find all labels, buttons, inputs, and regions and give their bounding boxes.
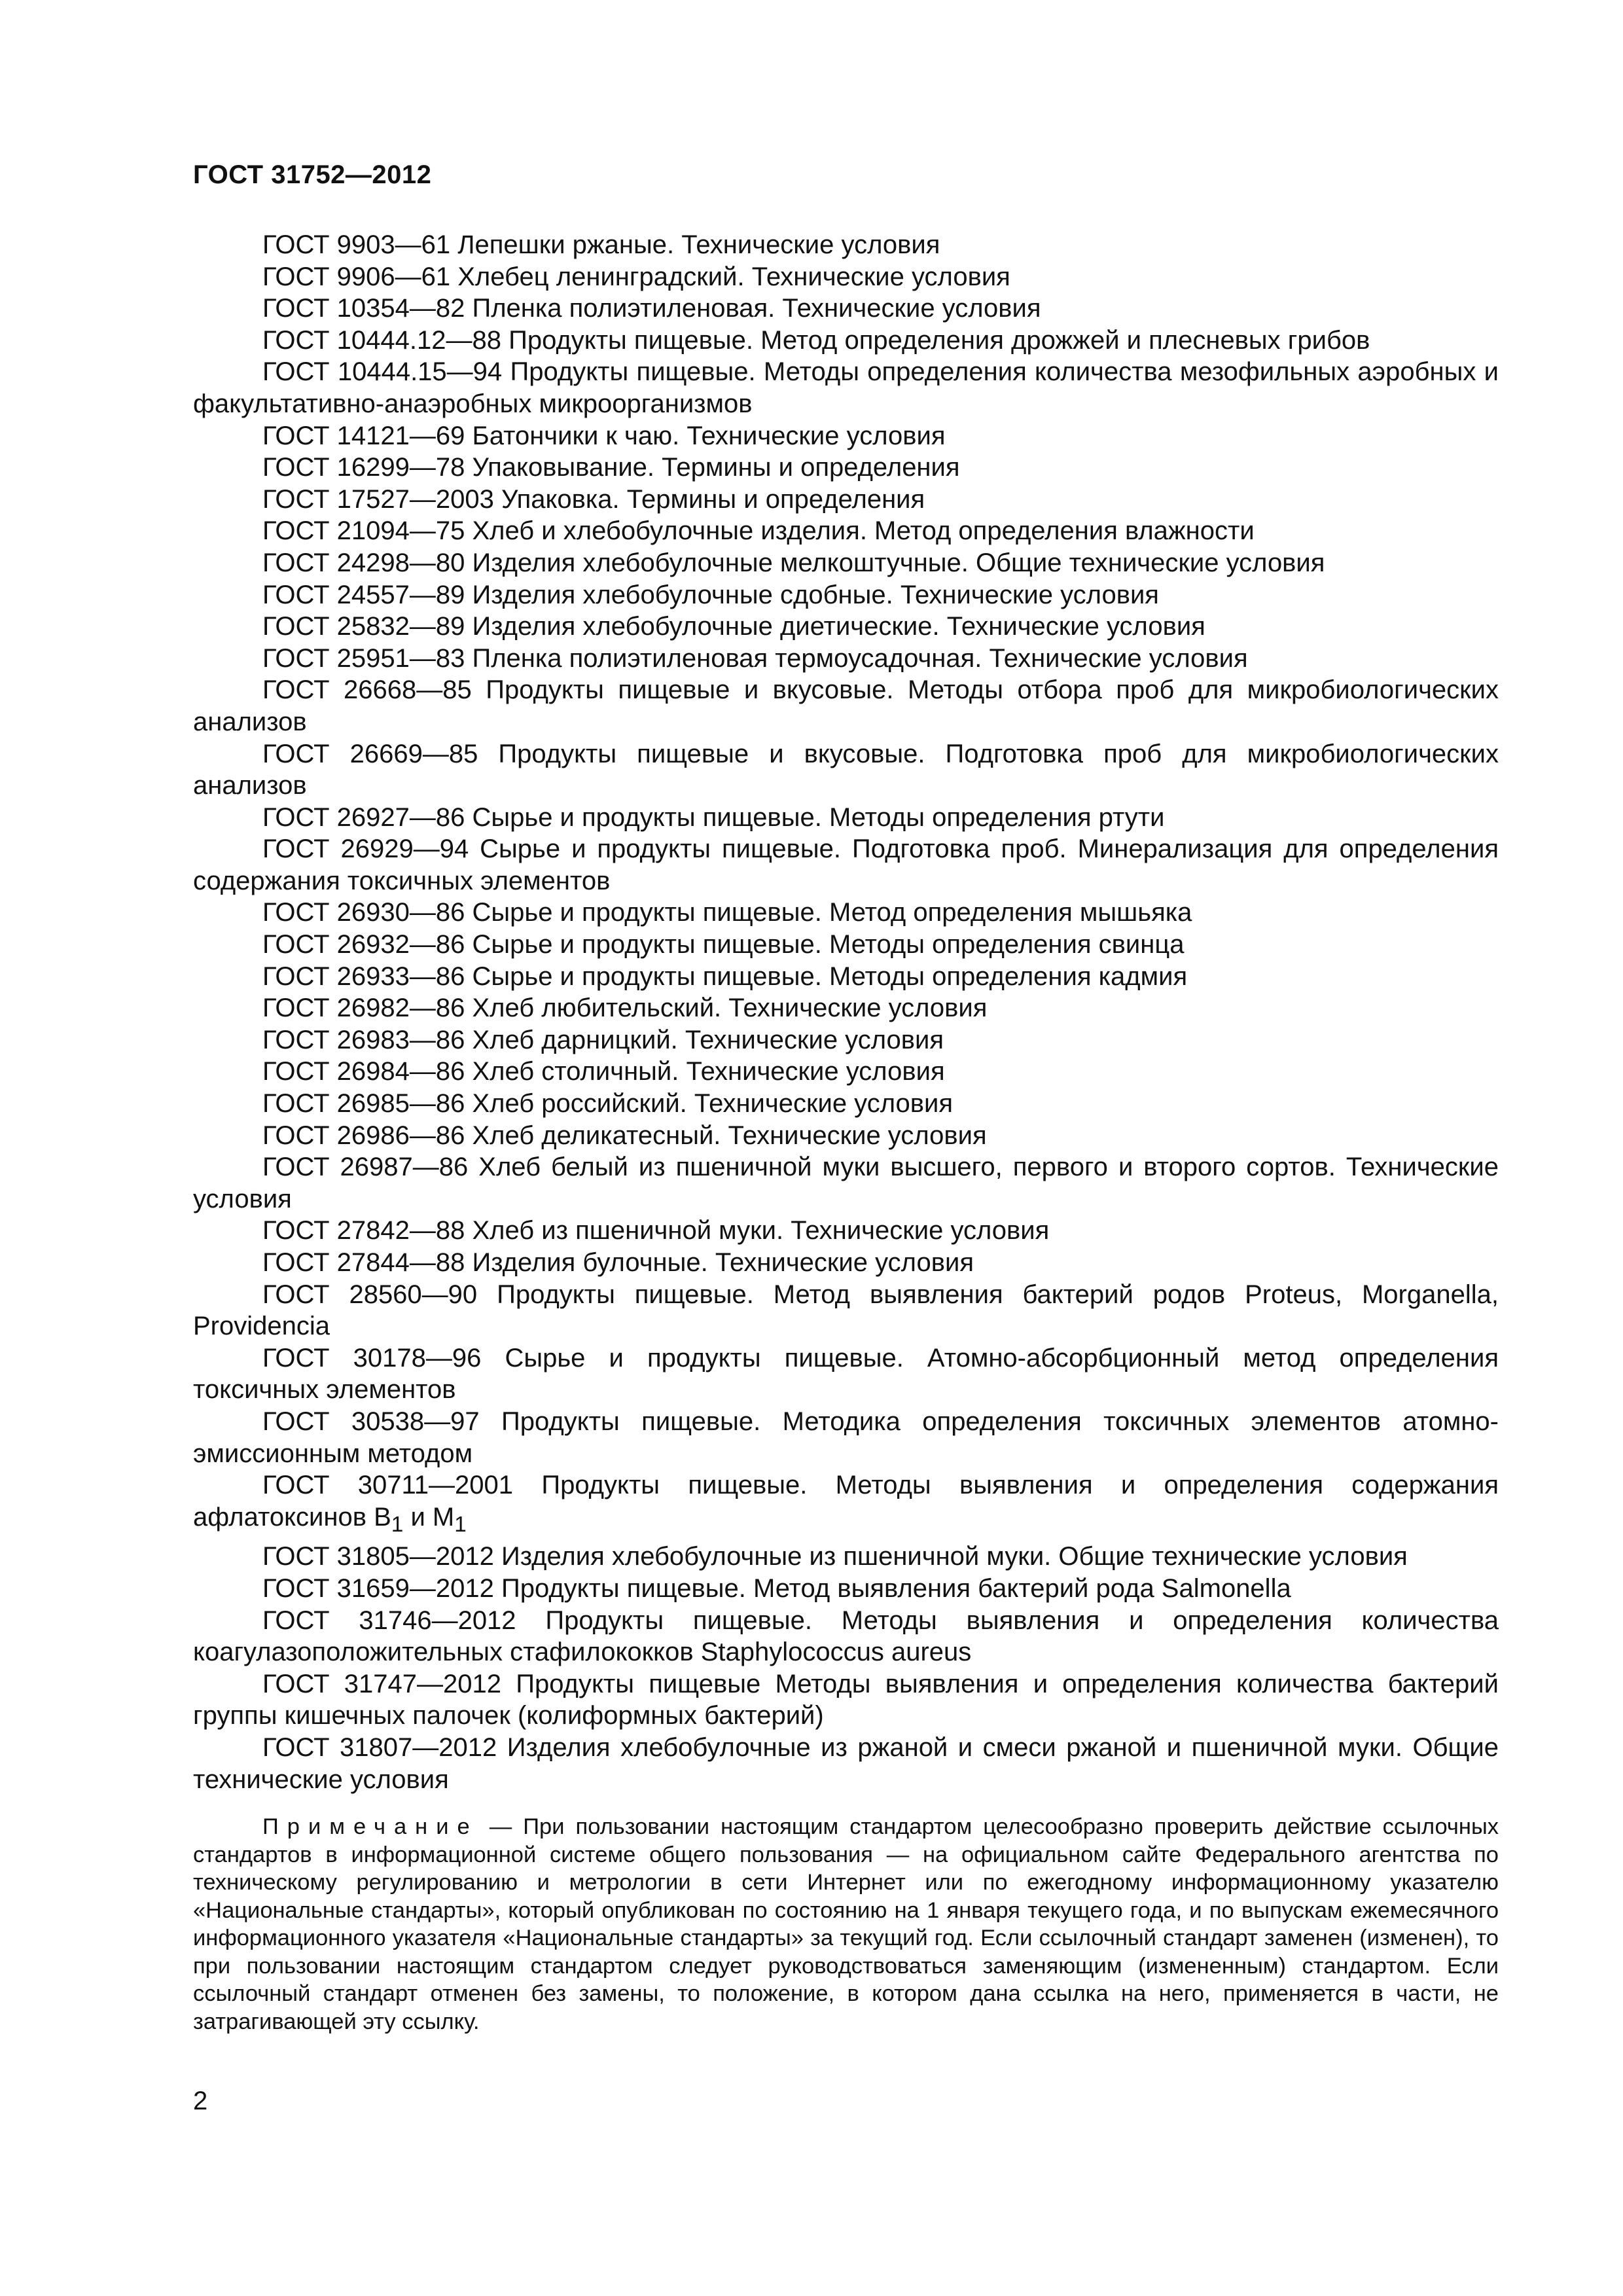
reference-item: ГОСТ 31805—2012 Изделия хлебобулочные из пшеничной муки. Общие технические условия — [262, 1542, 1408, 1571]
reference-item: ГОСТ 27842—88 Хлеб из пшеничной муки. Технические условия — [262, 1216, 1050, 1246]
note-label: Примечание — [262, 1814, 478, 1839]
reference-item: ГОСТ 26987—86 Хлеб белый из пшеничной муки высшего, первого и второго сортов. Технические условия — [193, 1153, 1499, 1213]
page-header: ГОСТ 31752—2012 — [193, 160, 432, 189]
reference-item: ГОСТ 26983—86 Хлеб дарницкий. Технические условия — [262, 1025, 944, 1054]
reference-item: ГОСТ 25951—83 Пленка полиэтиленовая термоусадочная. Технические условия — [262, 643, 1248, 673]
reference-text: ГОСТ 30711—2001 Продукты пищевые. Методы выявления и определения содержания афлатоксинов B — [193, 1471, 1499, 1532]
reference-item: ГОСТ 21094—75 Хлеб и хлебобулочные изделия. Метод определения влажности — [262, 516, 1255, 546]
reference-item: ГОСТ 30538—97 Продукты пищевые. Методика определения токсичных элементов атомно-эмиссионным методом — [193, 1407, 1499, 1468]
reference-text: и M — [403, 1502, 455, 1532]
reference-item: ГОСТ 9906—61 Хлебец ленинградский. Технические условия — [262, 262, 1010, 291]
reference-item: ГОСТ 26929—94 Сырье и продукты пищевые. Подготовка проб. Минерализация для определения содержания токсичных элементов — [193, 834, 1499, 895]
subscript: 1 — [391, 1512, 404, 1537]
reference-item-aflatoxin — [193, 1469, 1499, 1541]
reference-item: ГОСТ 24557—89 Изделия хлебобулочные сдобные. Технические условия — [262, 580, 1159, 609]
subscript: 1 — [454, 1512, 467, 1537]
reference-item: ГОСТ 26933—86 Сырье и продукты пищевые. Методы определения кадмия — [262, 961, 1188, 991]
page-number: 2 — [193, 2087, 208, 2115]
reference-item: ГОСТ 10444.15—94 Продукты пищевые. Методы определения количества мезофильных аэробных и факультативно-анаэробных микроорганизмов — [193, 357, 1499, 418]
reference-item: ГОСТ 26668—85 Продукты пищевые и вкусовые. Методы отбора проб для микробиологических анализов — [193, 675, 1499, 736]
reference-item: ГОСТ 9903—61 Лепешки ржаные. Технические условия — [262, 230, 940, 259]
reference-item: ГОСТ 10354—82 Пленка полиэтиленовая. Технические условия — [262, 294, 1041, 323]
reference-item: ГОСТ 31659—2012 Продукты пищевые. Метод выявления бактерий рода Salmonella — [262, 1573, 1291, 1603]
reference-item: ГОСТ 31807—2012 Изделия хлебобулочные из ржаной и смеси ржаной и пшеничной муки. Общие технические условия — [193, 1732, 1499, 1794]
reference-item: ГОСТ 26984—86 Хлеб столичный. Технические условия — [262, 1057, 945, 1086]
reference-item: ГОСТ 30178—96 Сырье и продукты пищевые. Атомно-абсорбционный метод определения токсичных элементов — [193, 1343, 1499, 1405]
reference-item: ГОСТ 26985—86 Хлеб российский. Технические условия — [262, 1089, 954, 1119]
reference-item: ГОСТ 31746—2012 Продукты пищевые. Методы выявления и определения количества коагулазоположительных стафилококков Staphylococcus aureus — [193, 1605, 1499, 1667]
reference-item: ГОСТ 26930—86 Сырье и продукты пищевые. Метод определения мышьяка — [262, 898, 1192, 927]
reference-item: ГОСТ 26932—86 Сырье и продукты пищевые. Методы определения свинца — [262, 930, 1185, 960]
reference-item: ГОСТ 17527—2003 Упаковка. Термины и определения — [262, 484, 925, 514]
reference-item: ГОСТ 14121—69 Батончики к чаю. Технические условия — [262, 421, 946, 450]
note-paragraph — [193, 1813, 1499, 2036]
reference-item: ГОСТ 26986—86 Хлеб деликатесный. Технические условия — [262, 1121, 987, 1150]
reference-item: ГОСТ 26669—85 Продукты пищевые и вкусовые. Подготовка проб для микробиологических анализов — [193, 739, 1499, 800]
reference-item: ГОСТ 10444.12—88 Продукты пищевые. Метод определения дрожжей и плесневых грибов — [262, 325, 1370, 355]
reference-item: ГОСТ 25832—89 Изделия хлебобулочные диетические. Технические условия — [262, 612, 1205, 641]
reference-item: ГОСТ 26982—86 Хлеб любительский. Технические условия — [262, 994, 988, 1023]
normative-references-list — [193, 229, 1499, 1795]
reference-item: ГОСТ 31747—2012 Продукты пищевые Методы выявления и определения количества бактерий группы кишечных палочек (колиформных бактерий) — [193, 1669, 1499, 1731]
note-text: — При пользовании настоящим стандартом целесообразно проверить действие ссылочных стандартов в информационной системе общего пользования — на официальном сайте Федерального агентства по техническому регулированию и метрологии в сети Интернет или по ежегодному информационному указателю «Национальные стандарты», который опубликован по состоянию на 1 января текущего года, и по выпускам ежемесячного информационного указателя «Национальные стандарты» за текущий год. Если ссылочный стандарт заменен (изменен), то при пользовании настоящим стандартом следует руководствоваться заменяющим (измененным) стандартом. Если ссылочный стандарт отменен без замены, то положение, в котором дана ссылка на него, применяется в части, не затрагивающей эту ссылку. — [193, 1814, 1499, 2034]
reference-item: ГОСТ 26927—86 Сырье и продукты пищевые. Методы определения ртути — [262, 802, 1165, 832]
reference-item: ГОСТ 28560—90 Продукты пищевые. Метод выявления бактерий родов Proteus, Morganella, Providencia — [193, 1280, 1499, 1341]
reference-item: ГОСТ 27844—88 Изделия булочные. Технические условия — [262, 1248, 974, 1277]
reference-item: ГОСТ 16299—78 Упаковывание. Термины и определения — [262, 453, 960, 482]
reference-item: ГОСТ 24298—80 Изделия хлебобулочные мелкоштучные. Общие технические условия — [262, 548, 1325, 577]
